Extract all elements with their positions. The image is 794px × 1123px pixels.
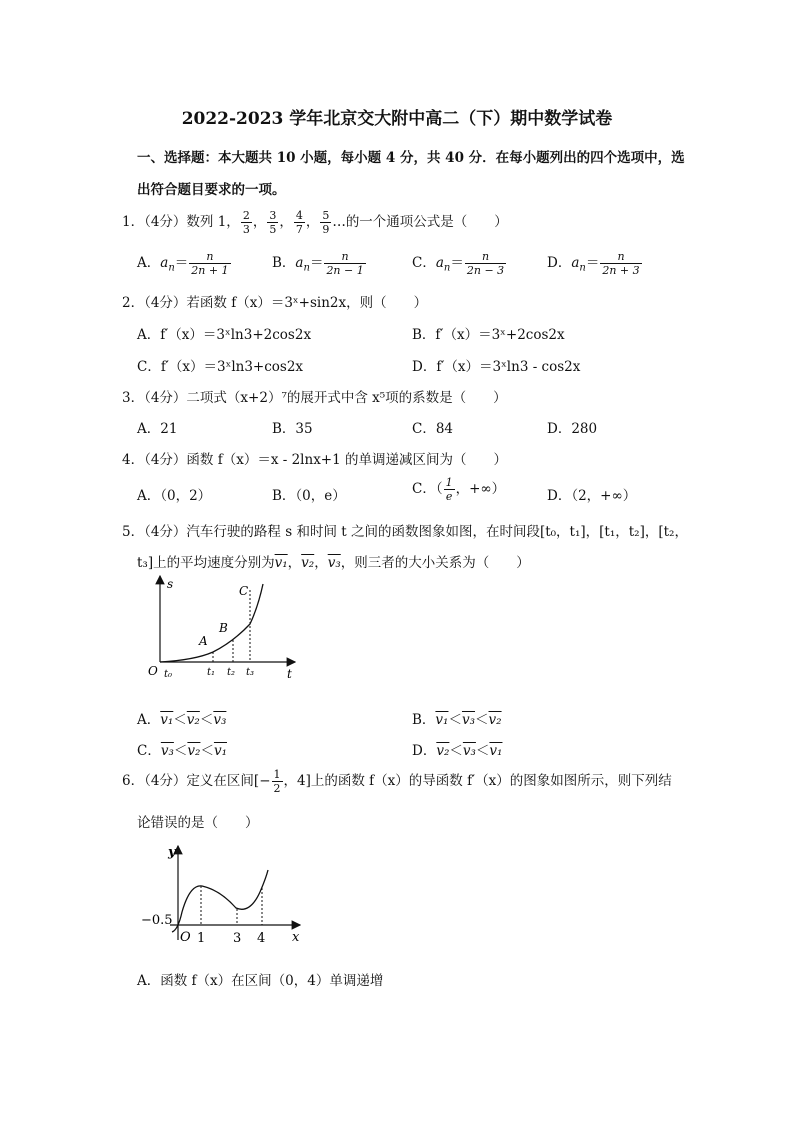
q3-option-a[interactable]: A．21 [137, 421, 178, 437]
y-label: y [168, 845, 176, 860]
derivative-curve [172, 870, 268, 932]
t3-label: t₃ [246, 667, 255, 678]
q3-option-c[interactable]: C．84 [412, 421, 454, 437]
question-3-stem: 3．（4分）二项式（x+2）⁷的展开式中含 x⁵项的系数是（ ） [122, 390, 507, 406]
t0-label: t₀ [164, 669, 173, 680]
s-label: s [167, 577, 174, 591]
q4-option-a[interactable]: A．（0，2） [137, 488, 212, 504]
neg-half-label: −0.5 [141, 913, 173, 928]
origin-label: O [180, 930, 191, 945]
question-6-stem-line1: 6．（4分）定义在区间[− $\frac{1}{2}$ ，4]上的函数 f（x）的导函数 f′（x）的图象如图所示，则下列结 [122, 768, 672, 795]
q6-option-a[interactable]: A．函数 f（x）在区间（0，4）单调递增 [137, 973, 384, 989]
distance-time-graph [135, 572, 305, 687]
t1-label: t₁ [207, 667, 216, 678]
q1-option-a[interactable]: A．$a_n=$ $\frac{n}{2n + 1}$ [137, 250, 229, 277]
point-c-label: C [239, 584, 249, 598]
x-label: x [292, 930, 300, 945]
q1-option-c[interactable]: C．$a_n=$ $\frac{n}{2n - 3}$ [412, 250, 505, 277]
q4-option-b[interactable]: B．（0，e） [272, 488, 346, 504]
point-a-label: A [199, 634, 208, 648]
question-6-stem-line2: 论错误的是（ ） [137, 815, 259, 831]
q2-option-b[interactable]: B．f′（x）＝3ˣ+2cos2x [412, 327, 565, 343]
q2-option-a[interactable]: A．f′（x）＝3ˣln3+2cos2x [137, 327, 312, 343]
point-b-label: B [219, 621, 228, 635]
q2-option-d[interactable]: D．f′（x）＝3ˣln3 - cos2x [412, 359, 581, 375]
question-1-stem: 1．（4分）数列 1， $\frac{2}{3}$ ， $\frac{3}{5}$ ， $\frac{4}{7}$ ， $\frac{5}{9}$ …的一个通项公式是（ ） [122, 209, 508, 236]
question-2-stem: 2．（4分）若函数 f（x）＝3ˣ+sin2x，则（ ） [122, 295, 428, 311]
q3-option-d[interactable]: D．280 [547, 421, 598, 437]
section-heading-line2: 出符合题目要求的一项。 [137, 182, 286, 198]
q5-option-b[interactable]: B．v₁＜v₃＜v₂ [412, 712, 502, 728]
origin-label: O [148, 664, 158, 678]
question-5-stem-line1: 5．（4分）汽车行驶的路程 s 和时间 t 之间的函数图象如图，在时间段[t₀，t₁]，[t₁，t₂]，[t₂， [122, 524, 688, 540]
q1-option-d[interactable]: D．$a_n=$ $\frac{n}{2n + 3}$ [547, 250, 640, 277]
page-title: 2022-2023 学年北京交大附中高二（下）期中数学试卷 [181, 109, 613, 129]
t2-label: t₂ [227, 667, 236, 678]
q4-option-d[interactable]: D．（2，+∞） [547, 488, 637, 504]
q2-option-c[interactable]: C．f′（x）＝3ˣln3+cos2x [137, 359, 304, 375]
q1-option-b[interactable]: B．$a_n=$ $\frac{n}{2n - 1}$ [272, 250, 364, 277]
q3-option-b[interactable]: B．35 [272, 421, 313, 437]
question-4-stem: 4．（4分）函数 f（x）＝x - 2lnx+1 的单调递减区间为（ ） [122, 452, 507, 468]
tick-4-label: 4 [257, 931, 266, 946]
tick-3-label: 3 [233, 931, 242, 946]
t-label: t [287, 667, 292, 681]
q5-option-a[interactable]: A．v₁＜v₂＜v₃ [137, 712, 227, 728]
q5-option-c[interactable]: C．v₃＜v₂＜v₁ [137, 743, 227, 759]
question-5-stem-line2: t₃]上的平均速度分别为v₁，v₂，v₃，则三者的大小关系为（ ） [137, 555, 530, 571]
q4-option-c[interactable]: C．（ $\frac{1}{e}$ ，+∞） [412, 476, 506, 503]
tick-1-label: 1 [197, 931, 206, 946]
q5-option-d[interactable]: D．v₂＜v₃＜v₁ [412, 743, 503, 759]
section-heading-line1: 一、选择题：本大题共 10 小题，每小题 4 分，共 40 分．在每小题列出的四个选项中，选 [137, 150, 685, 166]
derivative-graph [140, 840, 310, 950]
